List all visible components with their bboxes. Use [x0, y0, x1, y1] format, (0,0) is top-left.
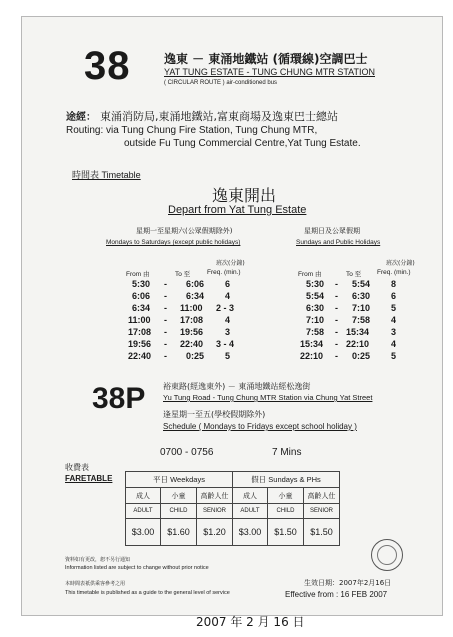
route-38p-title-en: Yu Tung Road - Tung Chung MTR Station via Chung Yat Street	[163, 393, 373, 402]
dash: -	[335, 291, 338, 301]
holiday-row-3-freq: 5	[391, 303, 397, 313]
holiday-row-7-to: 0:25	[352, 351, 371, 361]
notice-change-zh: 資料如有更改，恕不另行通知	[65, 557, 131, 563]
depart-heading-en: Depart from Yat Tung Estate	[168, 204, 307, 216]
fare-category-en: SENIOR	[197, 504, 233, 519]
fare-price: $1.60	[161, 519, 197, 546]
holiday-col-freq: Freq. (min.)	[377, 269, 411, 276]
fare-weekdays-header: 平日 Weekdays	[126, 472, 233, 488]
fare-category-en: ADULT	[126, 504, 161, 519]
weekday-row-4-from: 11:00	[128, 315, 151, 325]
weekday-row-7-freq: 5	[225, 351, 231, 361]
route-38p-title-zh: 裕東路(經逸東外) － 東涌地鐵站經松逸街	[163, 382, 311, 391]
holiday-row-4-from: 7:10	[306, 315, 325, 325]
routing-text-zh: 東涌消防局,東涌地鐵站,富東商場及逸東巴士總站	[100, 110, 338, 123]
weekday-row-2-to: 6:34	[186, 291, 205, 301]
holiday-col-to: To 至	[346, 271, 362, 278]
fare-table	[125, 471, 340, 546]
weekday-row-7-from: 22:40	[128, 351, 152, 361]
holiday-row-4-to: 7:58	[352, 315, 371, 325]
depart-heading-zh: 逸東開出	[212, 186, 277, 205]
route-38p-schedule-zh: 逢星期一至五(學校假期除外)	[163, 410, 266, 419]
holiday-row-1-to: 5:54	[352, 279, 371, 289]
dash: -	[335, 303, 338, 313]
notice-change-en: Information listed are subject to change without prior notice	[65, 565, 209, 571]
holiday-row-1-freq: 8	[391, 279, 397, 289]
fare-price: $3.00	[233, 519, 268, 546]
weekday-row-4-to: 17:08	[180, 315, 204, 325]
dash: -	[335, 351, 338, 361]
print-date: 2007 年 2 月 16 日	[196, 615, 305, 629]
dash: -	[164, 303, 167, 313]
weekday-row-1-freq: 6	[225, 279, 231, 289]
holiday-row-6-to: 22:10	[346, 339, 370, 349]
fare-category-zh: 高齡人仕	[304, 488, 340, 504]
fare-category-en: CHILD	[268, 504, 304, 519]
routing-label-zh: 途經：	[66, 112, 96, 123]
dash: -	[335, 315, 338, 325]
faretable-heading-zh: 收費表	[65, 463, 89, 472]
weekday-heading-zh: 星期一至星期六(公眾假期除外)	[136, 227, 233, 235]
weekday-col-to: To 至	[175, 271, 191, 278]
effective-date-en: Effective from : 16 FEB 2007	[285, 590, 388, 599]
route-number: 38	[84, 44, 131, 88]
weekday-row-1-from: 5:30	[132, 279, 151, 289]
route-38p-number: 38P	[92, 382, 146, 415]
weekday-row-2-freq: 4	[225, 291, 231, 301]
route-subtitle: ( CIRCULAR ROUTE ) air-conditioned bus	[164, 80, 278, 86]
fare-category-zh: 小童	[268, 488, 304, 504]
dash: -	[335, 279, 338, 289]
holiday-row-5-from: 7:58	[306, 327, 325, 337]
holiday-row-3-to: 7:10	[352, 303, 371, 313]
weekday-row-7-to: 0:25	[186, 351, 205, 361]
holiday-row-6-from: 15:34	[300, 339, 324, 349]
fare-price: $3.00	[126, 519, 161, 546]
dash: -	[164, 327, 167, 337]
holiday-heading-zh: 星期日及公眾假期	[304, 227, 360, 235]
dash: -	[164, 279, 167, 289]
route-38p-freq: 7 Mins	[272, 447, 302, 458]
effective-date-zh: 生效日期：2007年2月16日	[304, 579, 392, 587]
fare-category-zh: 高齡人仕	[197, 488, 233, 504]
holiday-row-7-freq: 5	[391, 351, 397, 361]
weekday-row-3-from: 6:34	[132, 303, 151, 313]
holiday-row-2-to: 6:30	[352, 291, 371, 301]
weekday-col-freq: Freq. (min.)	[207, 269, 241, 276]
weekday-row-1-to: 6:06	[186, 279, 205, 289]
notice-guide-zh: 本時間表祇供乘客參考之用	[65, 581, 126, 587]
weekday-row-5-freq: 3	[225, 327, 231, 337]
holiday-row-1-from: 5:30	[306, 279, 325, 289]
route-38p-schedule-en: Schedule ( Mondays to Fridays except school holiday )	[163, 422, 357, 431]
weekday-row-4-freq: 4	[225, 315, 231, 325]
weekday-heading-en: Mondays to Saturdays (except public holidays)	[106, 239, 241, 246]
fare-category-en: SENIOR	[304, 504, 340, 519]
fare-category-zh: 小童	[161, 488, 197, 504]
holiday-row-2-freq: 6	[391, 291, 397, 301]
fare-category-zh: 成人	[233, 488, 268, 504]
weekday-row-6-freq: 3 - 4	[216, 339, 235, 349]
holiday-row-4-freq: 4	[391, 315, 397, 325]
holiday-col-from: From 由	[298, 271, 322, 278]
holiday-row-3-from: 6:30	[306, 303, 325, 313]
holiday-row-7-from: 22:10	[300, 351, 324, 361]
faretable-heading-en: FARETABLE	[65, 474, 113, 483]
company-seal	[371, 539, 403, 571]
holiday-row-5-to: 15:34	[346, 327, 370, 337]
weekday-row-6-from: 19:56	[128, 339, 152, 349]
dash: -	[164, 315, 167, 325]
fare-category-zh: 成人	[126, 488, 161, 504]
fare-category-en: ADULT	[233, 504, 268, 519]
holiday-heading-en: Sundays and Public Holidays	[296, 239, 381, 246]
holiday-row-5-freq: 3	[391, 327, 397, 337]
holiday-row-2-from: 5:54	[306, 291, 325, 301]
routing-zh	[66, 108, 338, 124]
weekday-row-3-to: 11:00	[180, 303, 203, 313]
fare-price: $1.50	[268, 519, 304, 546]
route-title-zh: 逸東 － 東涌地鐵站 (循環線)空調巴士	[164, 52, 368, 66]
fare-weekends-header: 假日 Sundays & PHs	[233, 472, 340, 488]
weekday-col-from: From 由	[126, 271, 150, 278]
fare-price: $1.20	[197, 519, 233, 546]
dash: -	[164, 291, 167, 301]
fare-category-en: CHILD	[161, 504, 197, 519]
holiday-freq-heading-zh: 班次(分鐘)	[386, 260, 415, 267]
weekday-row-2-from: 6:06	[132, 291, 151, 301]
weekday-row-5-to: 19:56	[180, 327, 204, 337]
dash: -	[164, 351, 167, 361]
weekday-row-3-freq: 2 - 3	[216, 303, 235, 313]
weekday-freq-heading-zh: 班次(分鐘)	[216, 260, 245, 267]
routing-en-line1: Routing: via Tung Chung Fire Station, Tung Chung MTR,	[66, 125, 318, 136]
notice-guide-en: This timetable is published as a guide to the general level of service	[65, 590, 230, 596]
route-38p-time: 0700 - 0756	[160, 447, 214, 458]
dash: -	[335, 339, 338, 349]
routing-en-line2: outside Fu Tung Commercial Centre,Yat Tung Estate.	[124, 138, 361, 149]
weekday-row-5-from: 17:08	[128, 327, 152, 337]
weekday-row-6-to: 22:40	[180, 339, 204, 349]
dash: -	[335, 327, 338, 337]
dash: -	[164, 339, 167, 349]
fare-price: $1.50	[304, 519, 340, 546]
holiday-row-6-freq: 4	[391, 339, 397, 349]
timetable-heading: 時間表 Timetable	[72, 170, 141, 180]
route-title-en: YAT TUNG ESTATE - TUNG CHUNG MTR STATION	[164, 67, 376, 77]
